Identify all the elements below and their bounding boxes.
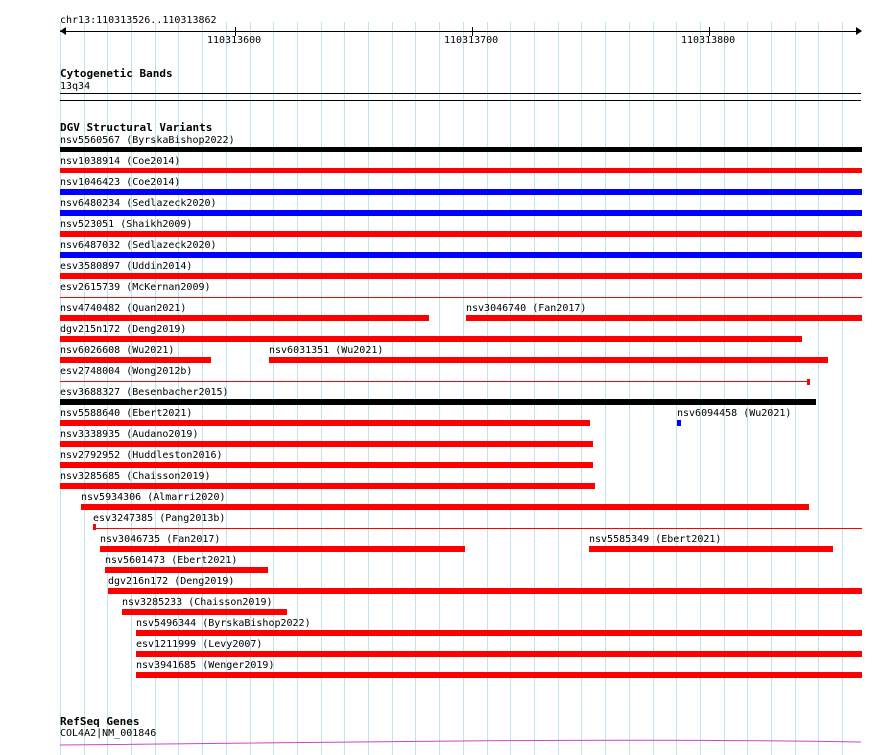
grid-line — [392, 22, 393, 755]
sv-feature-bar[interactable] — [466, 315, 862, 321]
grid-line — [629, 22, 630, 755]
cytoband-bar[interactable] — [60, 93, 861, 94]
grid-line — [415, 22, 416, 755]
cytobands-track-title[interactable]: Cytogenetic Bands — [60, 67, 173, 80]
sv-label[interactable]: nsv5934306 (Almarri2020) — [81, 492, 226, 503]
grid-line — [724, 22, 725, 755]
grid-line — [321, 22, 322, 755]
scroll-left-arrow-icon[interactable] — [60, 27, 66, 35]
grid-line — [700, 22, 701, 755]
grid-line — [439, 22, 440, 755]
grid-line — [534, 22, 535, 755]
sv-feature-bar[interactable] — [60, 399, 816, 405]
grid-line — [795, 22, 796, 755]
sv-label[interactable]: nsv3046740 (Fan2017) — [466, 303, 587, 314]
sv-label[interactable]: nsv5560567 (ByrskaBishop2022) — [60, 135, 235, 146]
sv-label[interactable]: nsv5585349 (Ebert2021) — [589, 534, 722, 545]
sv-label[interactable]: dgv216n172 (Deng2019) — [108, 576, 235, 587]
sv-label[interactable]: nsv5496344 (ByrskaBishop2022) — [136, 618, 311, 629]
sv-label[interactable]: esv1211999 (Levy2007) — [136, 639, 263, 650]
sv-feature-bar[interactable] — [136, 630, 862, 636]
sv-label[interactable]: nsv3941685 (Wenger2019) — [136, 660, 275, 671]
sv-feature-bar[interactable] — [60, 336, 802, 342]
ruler-axis — [60, 31, 861, 32]
grid-line — [771, 22, 772, 755]
grid-line — [747, 22, 748, 755]
track-divider — [60, 100, 861, 101]
sv-feature-bar[interactable] — [60, 273, 862, 279]
ruler-tick-label: 110313700 — [444, 35, 499, 46]
gene-label[interactable]: COL4A2|NM_001846 — [60, 728, 157, 739]
grid-line — [297, 22, 298, 755]
sv-feature-bar[interactable] — [60, 168, 862, 173]
grid-line — [368, 22, 369, 755]
grid-line — [463, 22, 464, 755]
sv-feature-bar[interactable] — [589, 546, 833, 552]
grid-line — [510, 22, 511, 755]
grid-line — [273, 22, 274, 755]
gene-model[interactable] — [60, 738, 862, 748]
sv-feature-bar[interactable] — [60, 420, 590, 426]
ruler-tick-label: 110313600 — [207, 35, 262, 46]
sv-label[interactable]: nsv523051 (Shaikh2009) — [60, 219, 193, 230]
sv-label[interactable]: nsv5601473 (Ebert2021) — [105, 555, 238, 566]
sv-feature-bar[interactable] — [60, 357, 211, 363]
sv-feature-bar[interactable] — [60, 297, 862, 298]
sv-feature-bar[interactable] — [60, 483, 595, 489]
sv-label[interactable]: nsv3285685 (Chaisson2019) — [60, 471, 211, 482]
sv-label[interactable]: nsv3338935 (Audano2019) — [60, 429, 199, 440]
scroll-right-arrow-icon[interactable] — [856, 27, 862, 35]
sv-label[interactable]: esv3688327 (Besenbacher2015) — [60, 387, 229, 398]
ruler-tick-label: 110313800 — [681, 35, 736, 46]
sv-feature-bar[interactable] — [100, 546, 465, 552]
sv-label[interactable]: nsv4740482 (Quan2021) — [60, 303, 187, 314]
sv-feature-bar[interactable] — [136, 672, 862, 678]
sv-feature-bar[interactable] — [60, 381, 810, 382]
refseq-track-title[interactable]: RefSeq Genes — [60, 715, 140, 728]
sv-label[interactable]: nsv3046735 (Fan2017) — [100, 534, 221, 545]
sv-label[interactable]: nsv6031351 (Wu2021) — [269, 345, 384, 356]
grid-line — [605, 22, 606, 755]
sv-label[interactable]: esv2748004 (Wong2012b) — [60, 366, 193, 377]
sv-label[interactable]: nsv3285233 (Chaisson2019) — [122, 597, 273, 608]
grid-line — [842, 22, 843, 755]
sv-feature-bar[interactable] — [60, 315, 429, 321]
grid-line — [818, 22, 819, 755]
sv-feature-bar[interactable] — [60, 147, 862, 152]
sv-feature-bar[interactable] — [60, 231, 862, 237]
sv-feature-bar[interactable] — [60, 210, 862, 216]
sv-label[interactable]: esv3580897 (Uddin2014) — [60, 261, 193, 272]
sv-label[interactable]: nsv2792952 (Huddleston2016) — [60, 450, 223, 461]
sv-feature-bar[interactable] — [93, 528, 862, 529]
sv-label[interactable]: esv3247385 (Pang2013b) — [93, 513, 226, 524]
dgv-track-title[interactable]: DGV Structural Variants — [60, 121, 213, 134]
sv-feature-bar[interactable] — [677, 420, 681, 426]
gene-intron-line — [60, 740, 861, 745]
sv-feature-bar[interactable] — [60, 252, 862, 258]
sv-label[interactable]: dgv215n172 (Deng2019) — [60, 324, 187, 335]
grid-line — [581, 22, 582, 755]
sv-label[interactable]: nsv1038914 (Coe2014) — [60, 156, 181, 167]
sv-end-marker — [93, 524, 96, 530]
grid-line — [487, 22, 488, 755]
sv-label[interactable]: nsv6487032 (Sedlazeck2020) — [60, 240, 217, 251]
grid-line — [653, 22, 654, 755]
cytoband-label: 13q34 — [60, 81, 91, 92]
sv-feature-bar[interactable] — [122, 609, 287, 615]
sv-label[interactable]: nsv1046423 (Coe2014) — [60, 177, 181, 188]
sv-feature-bar[interactable] — [269, 357, 828, 363]
sv-feature-bar[interactable] — [108, 588, 862, 594]
sv-label[interactable]: nsv6094458 (Wu2021) — [677, 408, 792, 419]
sv-label[interactable]: esv2615739 (McKernan2009) — [60, 282, 211, 293]
sv-feature-bar[interactable] — [105, 567, 268, 573]
grid-line — [344, 22, 345, 755]
sv-feature-bar[interactable] — [136, 651, 862, 657]
location-readout: chr13:110313526..110313862 — [60, 15, 217, 26]
sv-feature-bar[interactable] — [60, 189, 862, 195]
sv-end-marker — [807, 379, 810, 385]
sv-feature-bar[interactable] — [60, 441, 593, 447]
grid-line — [558, 22, 559, 755]
sv-label[interactable]: nsv5588640 (Ebert2021) — [60, 408, 193, 419]
sv-feature-bar[interactable] — [60, 462, 593, 468]
grid-line — [676, 22, 677, 755]
sv-label[interactable]: nsv6026608 (Wu2021) — [60, 345, 175, 356]
sv-label[interactable]: nsv6480234 (Sedlazeck2020) — [60, 198, 217, 209]
sv-feature-bar[interactable] — [81, 504, 809, 510]
